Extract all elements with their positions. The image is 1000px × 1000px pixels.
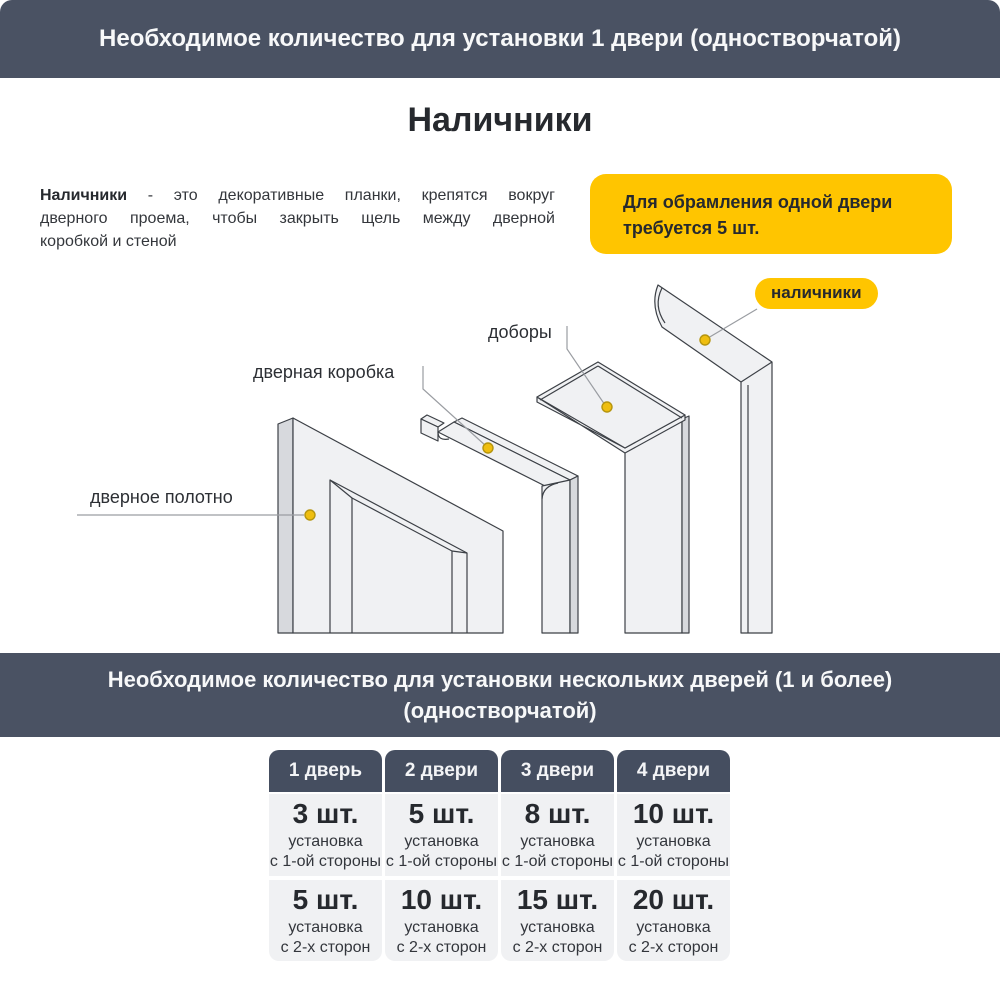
quantity-caption: с 2-х сторон — [396, 939, 487, 956]
quantity-caption: с 1-ой стороны — [385, 853, 498, 870]
top-banner-text: Необходимое количество для установки 1 двери (одностворчатой) — [99, 25, 901, 52]
quantity-value: 5 шт. — [292, 884, 359, 915]
bottom-banner — [0, 653, 1000, 737]
quantity-value: 8 шт. — [524, 798, 591, 829]
quantity-value: 20 шт. — [632, 884, 715, 915]
table-column-3-doors — [501, 750, 614, 961]
casing-dot — [700, 335, 710, 345]
label-casings-badge: наличники — [755, 278, 878, 309]
door-frame-dot — [483, 443, 493, 453]
quantity-caption: установка — [288, 833, 363, 850]
quantity-caption: с 1-ой стороны — [269, 853, 382, 870]
quantity-caption: с 1-ой стороны — [501, 853, 614, 870]
description-line-3: коробкой и стеной — [40, 233, 177, 250]
quantity-value: 3 шт. — [292, 798, 359, 829]
quantity-caption: установка — [636, 919, 711, 936]
one-side-cell — [501, 794, 614, 876]
quantity-table — [269, 750, 730, 961]
two-sides-cell — [269, 880, 382, 961]
door-diagram — [0, 262, 1000, 652]
quantity-caption: с 1-ой стороны — [617, 853, 730, 870]
bottom-banner-line-1: Необходимое количество для установки нескольких дверей (1 и более) — [107, 667, 893, 692]
quantity-caption: установка — [288, 919, 363, 936]
column-header: 3 двери — [501, 750, 614, 792]
bottom-banner-line-2: (одностворчатой) — [403, 698, 597, 723]
label-door-frame: дверная коробка — [253, 362, 395, 382]
quantity-caption: установка — [520, 833, 595, 850]
one-side-cell — [385, 794, 498, 876]
quantity-caption: с 2-х сторон — [628, 939, 719, 956]
section-title: Наличники — [407, 101, 593, 139]
label-extensions: доборы — [488, 322, 552, 342]
column-header: 2 двери — [385, 750, 498, 792]
door-leaf-shape — [278, 418, 503, 633]
column-header: 1 дверь — [269, 750, 382, 792]
top-banner — [0, 0, 1000, 78]
table-column-1-door — [269, 750, 382, 961]
extension-dot — [602, 402, 612, 412]
label-door-leaf: дверное полотно — [90, 487, 233, 507]
table-column-2-doors — [385, 750, 498, 961]
quantity-value: 15 шт. — [516, 884, 599, 915]
description-line-1: Наличники - это декоративные планки, крепятся вокруг — [40, 187, 555, 204]
column-header: 4 двери — [617, 750, 730, 792]
one-side-cell — [617, 794, 730, 876]
quantity-caption: установка — [404, 919, 479, 936]
callout-badge: Для обрамления одной двери требуется 5 шт. — [590, 174, 952, 254]
two-sides-cell — [617, 880, 730, 961]
quantity-caption: с 2-х сторон — [512, 939, 603, 956]
table-column-4-doors — [617, 750, 730, 961]
two-sides-cell — [501, 880, 614, 961]
two-sides-cell — [385, 880, 498, 961]
door-leaf-dot — [305, 510, 315, 520]
quantity-caption: установка — [636, 833, 711, 850]
description-paragraph — [40, 184, 555, 253]
quantity-value: 5 шт. — [408, 798, 475, 829]
description-term: Наличники — [40, 187, 128, 204]
quantity-caption: установка — [404, 833, 479, 850]
quantity-value: 10 шт. — [632, 798, 715, 829]
one-side-cell — [269, 794, 382, 876]
description-line-2: дверного проема, чтобы закрыть щель между дверной — [40, 210, 555, 227]
quantity-caption: с 2-х сторон — [280, 939, 371, 956]
quantity-value: 10 шт. — [400, 884, 483, 915]
quantity-caption: установка — [520, 919, 595, 936]
